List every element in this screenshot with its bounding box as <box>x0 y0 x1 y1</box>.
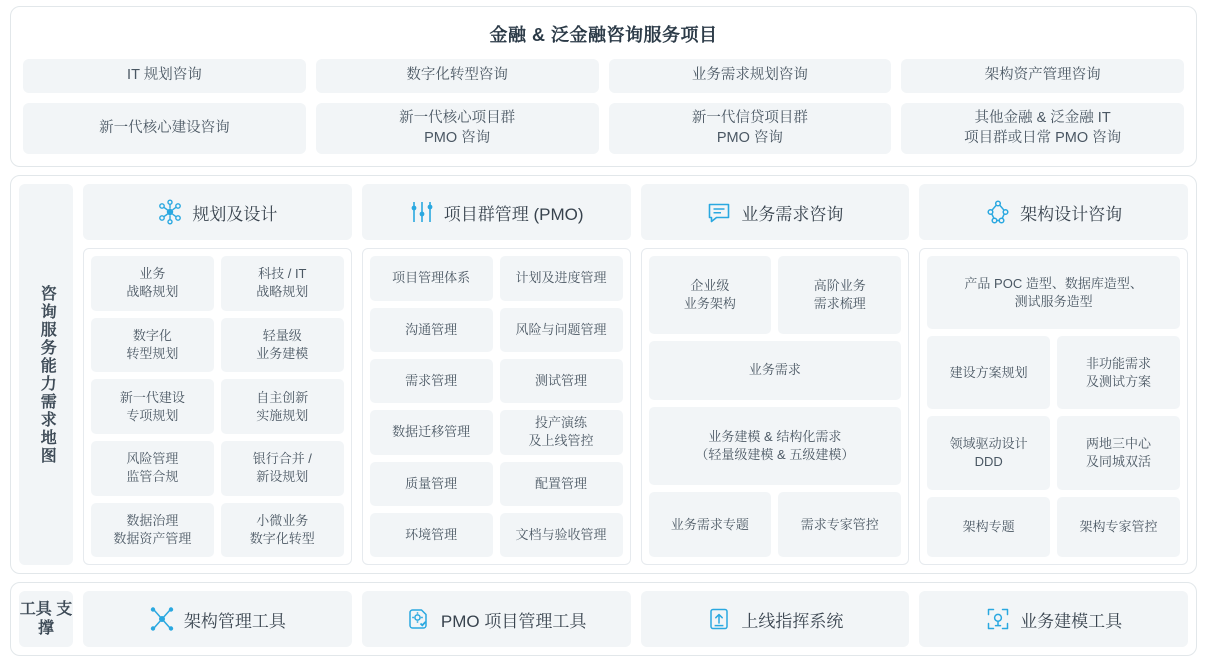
cell-requirement-management-line1: 需求管理 <box>405 372 458 388</box>
architecture-pair-3 <box>927 497 1180 558</box>
cell-product-poc-modeling-line2: 测试服务造型 <box>1014 293 1093 309</box>
cell-data-governance-line2: 数据资产管理 <box>113 531 192 547</box>
column-header-architecture-design[interactable] <box>919 184 1188 240</box>
cell-enterprise-business-architecture-line1: 企业级 <box>690 277 730 293</box>
column-body-architecture-design <box>919 248 1188 565</box>
header-cell-core-program-pmo[interactable] <box>316 103 599 154</box>
cell-multi-site-active-active[interactable] <box>1057 416 1180 489</box>
header-cell-other-finance-it[interactable] <box>901 103 1184 154</box>
cell-new-gen-special-planning-line2: 专项规划 <box>126 407 179 423</box>
tool-item-business-modeling-label: 业务建模工具 <box>1020 611 1123 631</box>
header-cell-digital-transformation[interactable]: 数字化转型咨询 <box>316 59 599 93</box>
cell-digital-transformation-planning-line1: 数字化 <box>132 327 172 343</box>
cell-lightweight-business-modeling[interactable] <box>221 318 344 373</box>
cell-construction-plan[interactable] <box>927 336 1050 409</box>
cell-high-level-requirement-line1: 高阶业务 <box>813 277 866 293</box>
cell-test-management[interactable] <box>500 359 623 403</box>
capability-section-label-text: 咨询服务能力需求地图 <box>38 284 56 465</box>
column-title-planning-design: 规划及设计 <box>192 204 278 224</box>
header-cell-other-finance-it-line2: 项目群或日常 PMO 咨询 <box>964 129 1122 146</box>
cell-business-strategy-line2: 战略规划 <box>126 284 179 300</box>
cell-production-rehearsal[interactable] <box>500 410 623 454</box>
cell-communication-management[interactable] <box>370 308 493 352</box>
cell-product-poc-modeling[interactable] <box>927 256 1180 329</box>
column-body-business-requirement <box>641 248 910 565</box>
header-cell-credit-program-pmo[interactable] <box>609 103 892 154</box>
business-requirement-top-pair <box>649 256 902 334</box>
cell-environment-management-line1: 环境管理 <box>405 527 458 543</box>
tool-support-section <box>10 582 1197 656</box>
cell-independent-innovation-planning[interactable] <box>221 379 344 434</box>
sliders-icon <box>409 199 435 225</box>
cell-domain-driven-design-line1: 领域驱动设计 <box>949 435 1028 451</box>
tool-support-label <box>19 591 73 647</box>
cell-risk-management-compliance-line2: 监管合规 <box>126 469 179 485</box>
tool-item-deploy-command-system[interactable] <box>641 591 910 647</box>
header-cell-business-requirement-planning[interactable]: 业务需求规划咨询 <box>609 59 892 93</box>
header-row-2 <box>23 103 1184 154</box>
cell-new-gen-special-planning-line1: 新一代建设 <box>119 389 185 405</box>
business-requirement-bottom-pair <box>649 492 902 557</box>
cell-micro-business-digital-line1: 小微业务 <box>256 512 309 528</box>
cell-high-level-requirement[interactable] <box>778 256 901 334</box>
cell-architecture-topic-line1: 架构专题 <box>962 518 1015 534</box>
capability-column-planning-design <box>83 184 352 565</box>
cell-product-poc-modeling-line1: 产品 POC 造型、数据库造型、 <box>964 275 1143 291</box>
tool-support-label-line1: 工具 <box>19 601 52 619</box>
cell-construction-plan-line1: 建设方案规划 <box>949 364 1028 380</box>
header-cell-core-construction-line1: 新一代核心建设咨询 <box>99 119 230 136</box>
cell-risk-issue-management-line1: 风险与问题管理 <box>515 321 607 337</box>
cell-bank-merger-planning-line2: 新设规划 <box>256 469 309 485</box>
cell-lightweight-business-modeling-line1: 轻量级 <box>262 327 302 343</box>
planning-design-grid <box>91 256 344 557</box>
tool-item-pmo-management-label: PMO 项目管理工具 <box>440 611 587 631</box>
cell-bank-merger-planning[interactable] <box>221 441 344 496</box>
tool-item-pmo-management[interactable] <box>362 591 631 647</box>
program-management-grid <box>370 256 623 557</box>
cell-multi-site-active-active-line2: 及同城双活 <box>1086 454 1152 470</box>
cell-micro-business-digital-line2: 数字化转型 <box>249 531 315 547</box>
cell-risk-issue-management[interactable] <box>500 308 623 352</box>
capability-columns <box>83 184 1188 565</box>
header-cell-credit-program-pmo-line1: 新一代信贷项目群 <box>691 110 808 126</box>
header-cell-it-planning[interactable]: IT 规划咨询 <box>23 59 306 93</box>
cell-architecture-expert-control[interactable] <box>1057 497 1180 558</box>
capability-column-business-requirement <box>641 184 910 565</box>
cell-data-governance[interactable] <box>91 503 214 558</box>
cell-bank-merger-planning-line1: 银行合并 / <box>252 451 312 467</box>
pmo-gear-icon <box>406 606 432 632</box>
tool-support-label-line2: 支撑 <box>37 601 73 638</box>
column-header-planning-design[interactable] <box>83 184 352 240</box>
tool-support-items <box>83 591 1188 647</box>
network-nodes-icon <box>157 199 183 225</box>
cell-data-governance-line1: 数据治理 <box>126 512 179 528</box>
cell-architecture-topic[interactable] <box>927 497 1050 558</box>
header-cell-core-construction[interactable] <box>23 103 306 154</box>
capability-column-architecture-design <box>919 184 1188 565</box>
capability-section <box>10 175 1197 574</box>
cell-independent-innovation-planning-line2: 实施规划 <box>256 407 309 423</box>
header-panel <box>10 6 1197 167</box>
cell-communication-management-line1: 沟通管理 <box>405 321 458 337</box>
speech-bubble-icon <box>706 199 732 225</box>
cell-risk-management-compliance-line1: 风险管理 <box>126 451 179 467</box>
cell-nonfunctional-requirement-test-plan-line1: 非功能需求 <box>1086 355 1152 371</box>
cell-it-strategy[interactable] <box>221 256 344 311</box>
cell-lightweight-business-modeling-line2: 业务建模 <box>256 346 309 362</box>
cell-requirement-expert-control[interactable] <box>778 492 901 557</box>
cell-test-management-line1: 测试管理 <box>535 372 588 388</box>
cell-business-requirement-line1: 业务需求 <box>748 362 801 378</box>
header-cell-core-program-pmo-line1: 新一代核心项目群 <box>399 110 516 126</box>
header-row-1 <box>23 59 1184 93</box>
header-cell-credit-program-pmo-line2: PMO 咨询 <box>716 129 783 146</box>
deploy-upload-icon <box>706 606 732 632</box>
cell-plan-schedule-management[interactable] <box>500 256 623 300</box>
cell-project-management-system-line1: 项目管理体系 <box>392 270 471 286</box>
cell-independent-innovation-planning-line1: 自主创新 <box>256 389 309 405</box>
cell-enterprise-business-architecture-line2: 业务架构 <box>683 295 736 311</box>
cell-document-acceptance-management-line1: 文档与验收管理 <box>515 527 607 543</box>
cell-it-strategy-line2: 战略规划 <box>256 284 309 300</box>
tool-item-architecture-management[interactable] <box>83 591 352 647</box>
architecture-tool-icon <box>149 606 175 632</box>
cell-quality-management[interactable] <box>370 462 493 506</box>
header-cell-architecture-asset-management[interactable]: 架构资产管理咨询 <box>901 59 1184 93</box>
cell-enterprise-business-architecture[interactable] <box>649 256 772 334</box>
cell-business-requirement-topic-line1: 业务需求专题 <box>670 516 749 532</box>
business-modeling-icon <box>985 606 1011 632</box>
cell-project-management-system[interactable] <box>370 256 493 300</box>
column-body-planning-design <box>83 248 352 565</box>
cell-business-strategy-line1: 业务 <box>139 266 166 282</box>
cell-plan-schedule-management-line1: 计划及进度管理 <box>515 270 607 286</box>
cell-business-requirement[interactable] <box>649 341 902 401</box>
cell-business-strategy[interactable] <box>91 256 214 311</box>
capability-column-program-management <box>362 184 631 565</box>
cell-quality-management-line1: 质量管理 <box>405 475 458 491</box>
cell-requirement-management[interactable] <box>370 359 493 403</box>
cell-document-acceptance-management[interactable] <box>500 513 623 557</box>
architecture-pair-2 <box>927 416 1180 489</box>
column-title-architecture-design: 架构设计咨询 <box>1020 204 1123 224</box>
cell-new-gen-special-planning[interactable] <box>91 379 214 434</box>
cell-architecture-expert-control-line1: 架构专家管控 <box>1079 518 1158 534</box>
page-title: 金融 & 泛金融咨询服务项目 <box>489 25 718 45</box>
header-cell-core-program-pmo-line2: PMO 咨询 <box>424 129 491 146</box>
cell-business-modeling-structured-requirement-line2: （轻量级建模 & 五级建模） <box>695 447 855 463</box>
cell-data-migration-management-line1: 数据迁移管理 <box>392 424 471 440</box>
column-header-program-management[interactable] <box>362 184 631 240</box>
cell-business-requirement-topic[interactable] <box>649 492 772 557</box>
cell-configuration-management-line1: 配置管理 <box>535 475 588 491</box>
cell-nonfunctional-requirement-test-plan[interactable] <box>1057 336 1180 409</box>
cell-digital-transformation-planning[interactable] <box>91 318 214 373</box>
cell-risk-management-compliance[interactable] <box>91 441 214 496</box>
cell-multi-site-active-active-line1: 两地三中心 <box>1086 435 1152 451</box>
cell-business-modeling-structured-requirement-line1: 业务建模 & 结构化需求 <box>708 429 842 444</box>
column-title-business-requirement: 业务需求咨询 <box>741 204 844 224</box>
cell-domain-driven-design-line2: DDD <box>974 454 1003 470</box>
cell-environment-management[interactable] <box>370 513 493 557</box>
header-cell-other-finance-it-line1: 其他金融 & 泛金融 IT <box>974 110 1111 126</box>
architecture-tree-icon <box>985 199 1011 225</box>
cell-digital-transformation-planning-line2: 转型规划 <box>126 346 179 362</box>
column-title-program-management: 项目群管理 (PMO) <box>443 204 584 224</box>
tool-item-architecture-management-label: 架构管理工具 <box>183 611 286 631</box>
cell-domain-driven-design[interactable] <box>927 416 1050 489</box>
capability-section-label <box>19 184 73 565</box>
cell-it-strategy-line1: 科技 / IT <box>258 266 307 282</box>
tool-item-deploy-command-system-label: 上线指挥系统 <box>741 611 844 631</box>
cell-data-migration-management[interactable] <box>370 410 493 454</box>
cell-production-rehearsal-line1: 投产演练 <box>535 415 588 431</box>
tool-item-business-modeling[interactable] <box>919 591 1188 647</box>
cell-business-modeling-structured-requirement[interactable] <box>649 407 902 485</box>
cell-nonfunctional-requirement-test-plan-line2: 及测试方案 <box>1086 373 1152 389</box>
column-body-program-management <box>362 248 631 565</box>
cell-micro-business-digital[interactable] <box>221 503 344 558</box>
cell-high-level-requirement-line2: 需求梳理 <box>813 295 866 311</box>
architecture-pair-1 <box>927 336 1180 409</box>
column-header-business-requirement[interactable] <box>641 184 910 240</box>
cell-production-rehearsal-line2: 及上线管控 <box>528 433 594 449</box>
cell-requirement-expert-control-line1: 需求专家管控 <box>800 516 879 532</box>
cell-configuration-management[interactable] <box>500 462 623 506</box>
